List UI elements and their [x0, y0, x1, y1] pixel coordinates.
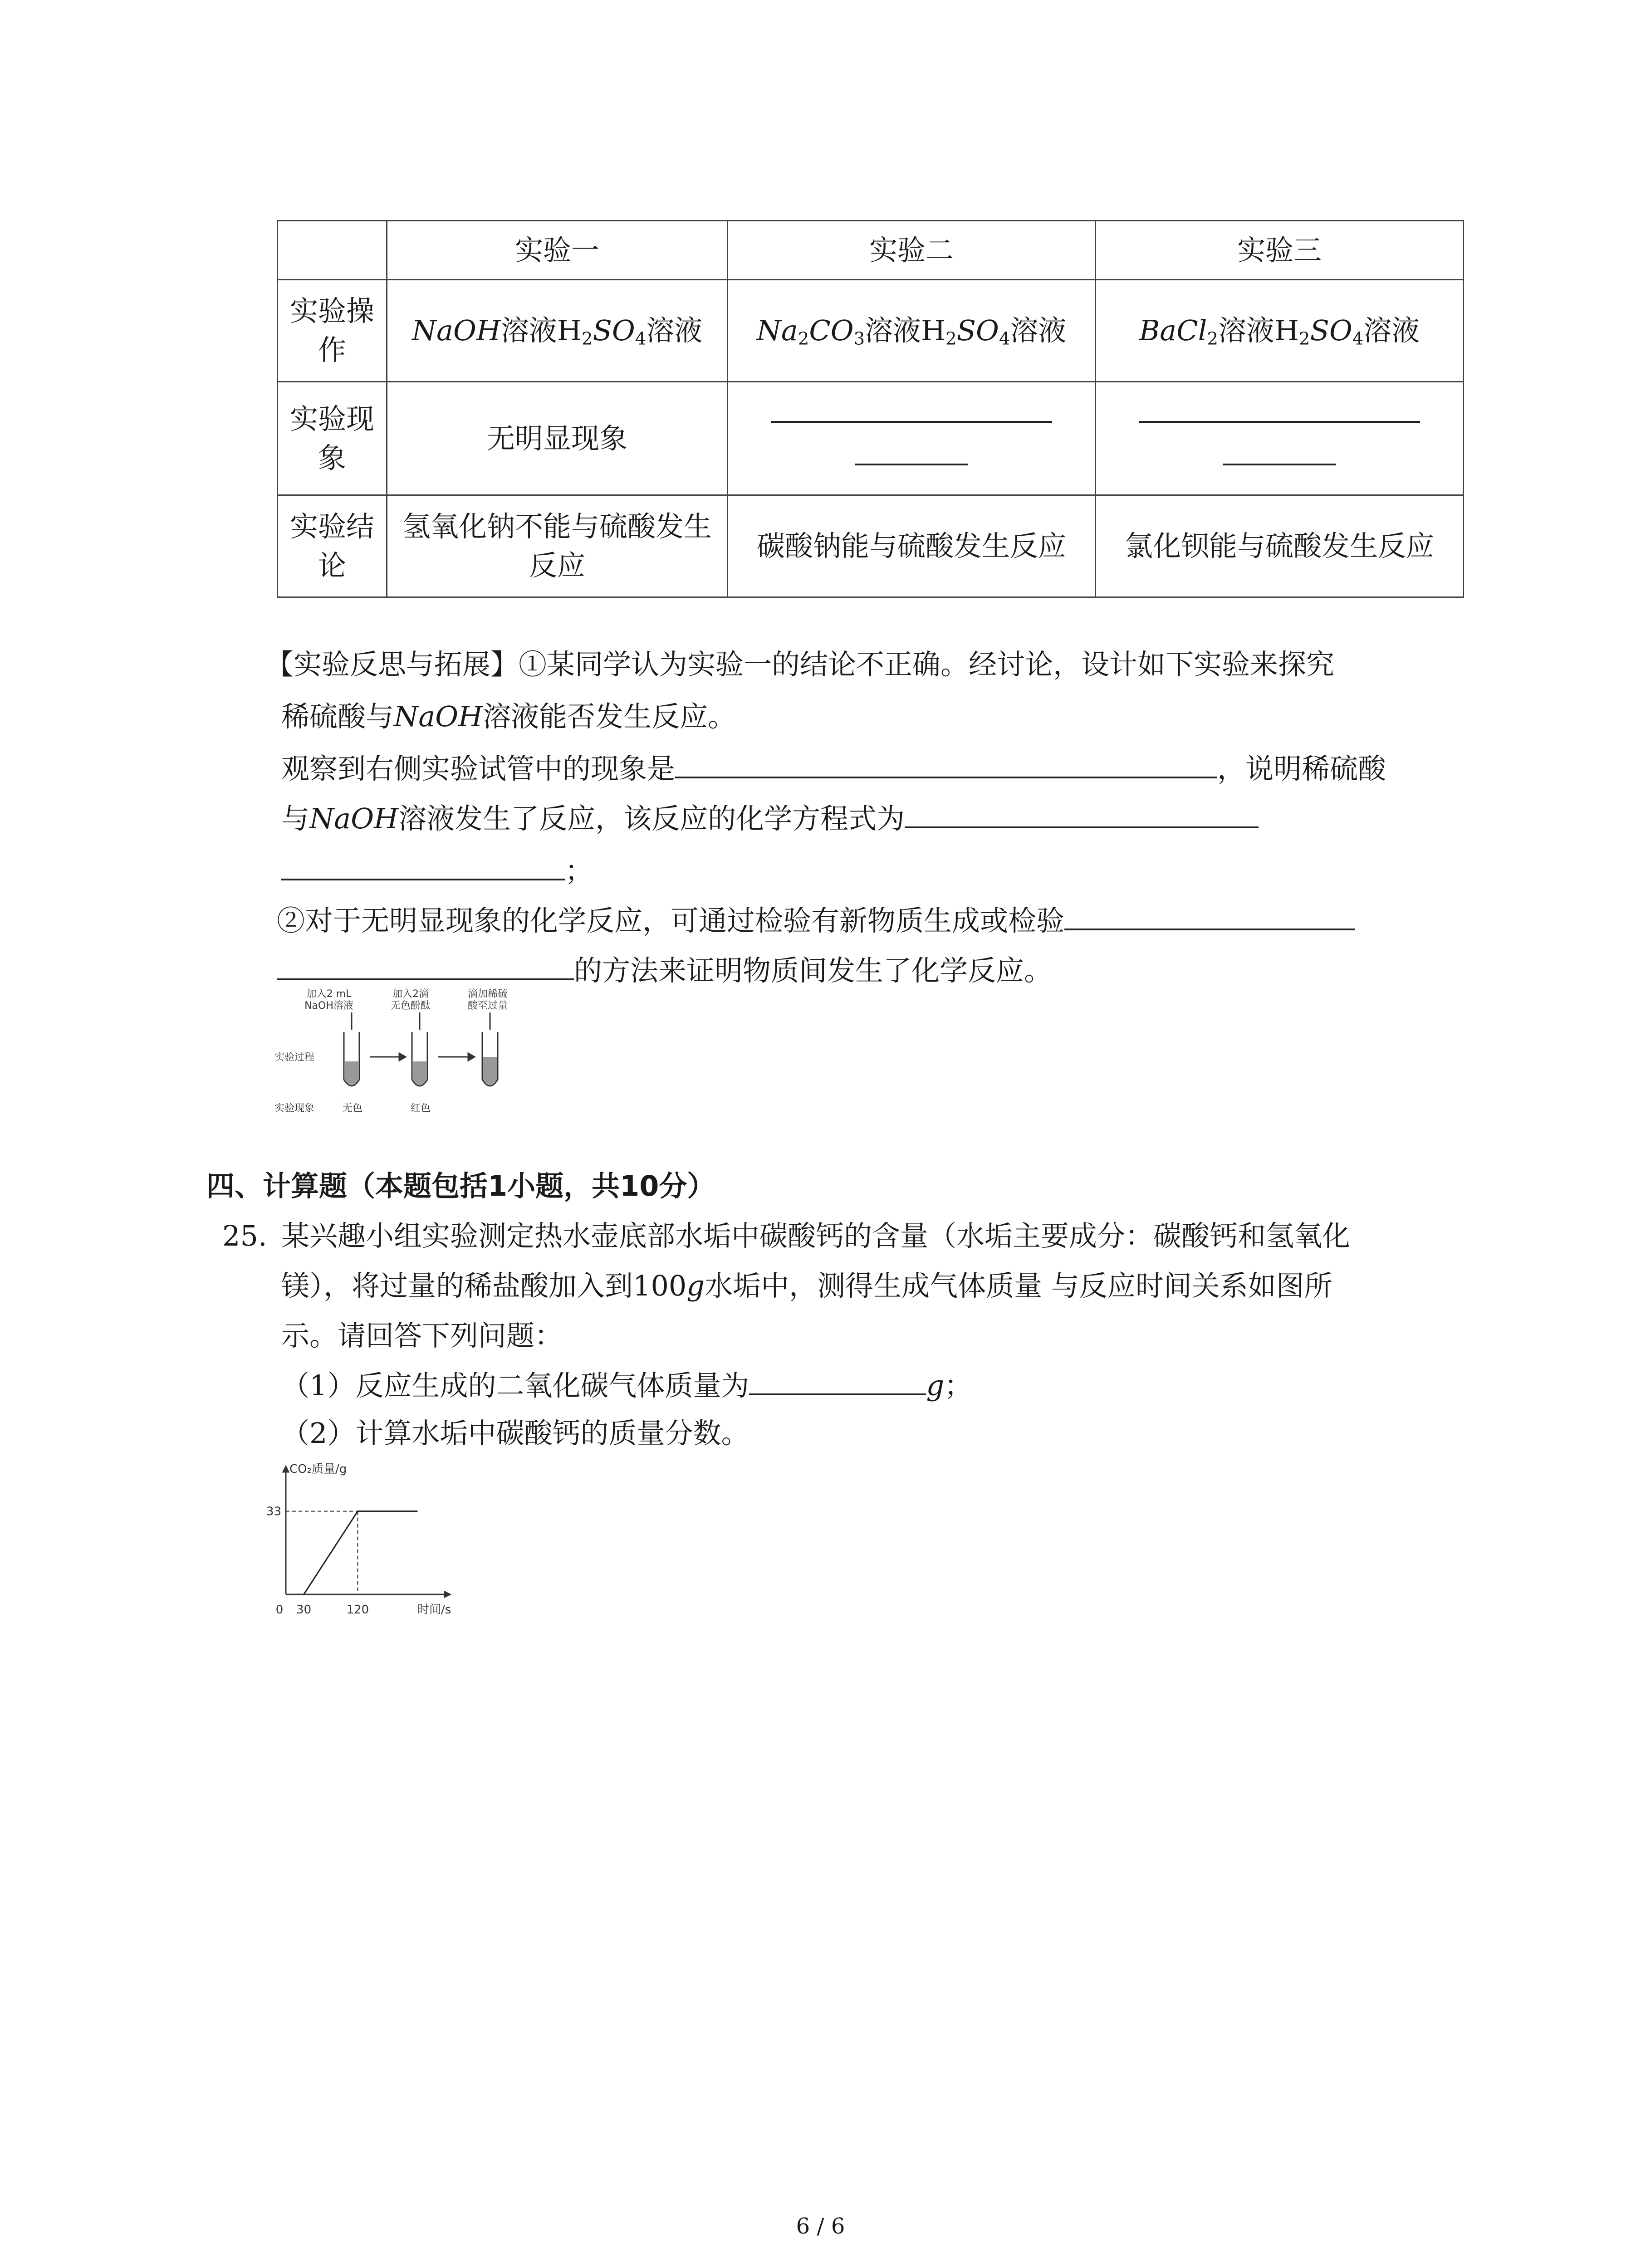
answer-blank[interactable] [1223, 423, 1336, 465]
header-exp2: 实验二 [728, 221, 1096, 280]
q25-sub-2: （2）计算水垢中碳酸钙的质量分数。 [281, 1417, 749, 1450]
row-label-process: 实验过程 [274, 1052, 315, 1063]
row-label-conclusion: 实验结论 [278, 495, 387, 597]
operation-cell-1: NaOH溶液$H_2SO_4$溶液 [387, 280, 728, 382]
answer-blank[interactable] [281, 851, 565, 880]
answer-blank[interactable] [1064, 901, 1355, 930]
operation-cell-2: $Na_2CO_3$溶液$H_2SO_4$溶液 [728, 280, 1096, 382]
step2-line2: 无色酚酞 [390, 1000, 431, 1012]
answer-blank[interactable] [771, 412, 1052, 423]
y-axis-label: CO₂质量/g [289, 1462, 347, 1476]
header-exp1: 实验一 [387, 221, 728, 280]
process-arrows [370, 1053, 475, 1061]
reflection-line-6: ②对于无明显现象的化学反应，可通过检验有新物质生成或检验 [277, 896, 1355, 946]
x-axis-arrow [445, 1592, 450, 1597]
co2-mass-chart [266, 1462, 463, 1617]
q25-line-1: 某兴趣小组实验测定热水壶底部水垢中碳酸钙的含量（水垢主要成分：碳酸钙和氢氧化 [281, 1219, 1351, 1252]
reflection-line-1: 【实验反思与拓展】①某同学认为实验一的结论不正确。经讨论，设计如下实验来探究 [265, 648, 1335, 681]
reflection-line-4: 与NaOH溶液发生了反应，该反应的化学方程式为 [281, 794, 1259, 844]
row-label-phenomenon: 实验现象 [278, 382, 387, 495]
q25-line-3: 示。请回答下列问题： [281, 1319, 563, 1352]
conclusion-cell-2: 碳酸钠能与硫酸发生反应 [728, 495, 1096, 597]
dropper-arrows [352, 1012, 490, 1030]
y-axis-arrow [283, 1466, 289, 1472]
reflection-line-7: 的方法来证明物质间发生了化学反应。 [277, 946, 1052, 996]
answer-blank[interactable] [1139, 412, 1420, 423]
step3-line2: 酸至过量 [467, 1000, 508, 1012]
answer-blank[interactable] [675, 749, 1217, 778]
row-label-operation: 实验操作 [278, 280, 387, 382]
q25-line-2: 镁），将过量的稀盐酸加入到100g水垢中，测得生成气体质量 与反应时间关系如图所 [281, 1269, 1332, 1302]
x-tick-label: 0 [275, 1603, 284, 1617]
step2-line1: 加入2滴 [392, 988, 429, 1000]
co2-series-line [304, 1511, 418, 1594]
reflection-line-3: 观察到右侧实验试管中的现象是 ，说明稀硫酸 [281, 744, 1386, 794]
q25-number: 25. [222, 1219, 267, 1252]
x-tick-label: 120 [346, 1603, 369, 1617]
x-axis-label: 时间/s [417, 1603, 451, 1617]
y-tick-label: 33 [266, 1505, 281, 1519]
experiment-table [277, 220, 1464, 598]
reflection-line-2: 稀硫酸与NaOH溶液能否发生反应。 [281, 700, 736, 733]
table-corner [278, 221, 387, 280]
conclusion-cell-1: 氢氧化钠不能与硫酸发生反应 [387, 495, 728, 597]
q25-sub-1: （1）反应生成的二氧化碳气体质量为 g； [281, 1361, 972, 1411]
answer-blank[interactable] [277, 951, 574, 980]
phenomenon-cell-1: 无明显现象 [387, 382, 728, 495]
operation-cell-3: BaCl$_2$溶液$H_2SO_4$溶液 [1096, 280, 1464, 382]
answer-blank[interactable] [855, 423, 968, 465]
test-tube-figure [272, 984, 581, 1120]
answer-blank[interactable] [905, 799, 1259, 828]
reflection-line-5: ； [281, 846, 593, 896]
answer-blank[interactable] [749, 1366, 926, 1395]
step1-line1: 加入2 mL [306, 988, 352, 1000]
x-tick-label: 30 [296, 1603, 312, 1617]
conclusion-cell-3: 氯化钡能与硫酸发生反应 [1096, 495, 1464, 597]
obs-red: 红色 [411, 1103, 431, 1114]
obs-colorless: 无色 [343, 1103, 363, 1114]
row-label-observation: 实验现象 [274, 1103, 315, 1114]
tube-liquids [345, 1057, 497, 1085]
phenomenon-cell-2 [728, 382, 1096, 495]
page-number: 6 / 6 [796, 2214, 845, 2239]
phenomenon-cell-3 [1096, 382, 1464, 495]
step3-line1: 滴加稀硫 [467, 988, 508, 1000]
section-title: 四、计算题（本题包括1小题，共10分） [206, 1169, 715, 1202]
step1-line2: NaOH溶液 [304, 1000, 353, 1012]
header-exp3: 实验三 [1096, 221, 1464, 280]
